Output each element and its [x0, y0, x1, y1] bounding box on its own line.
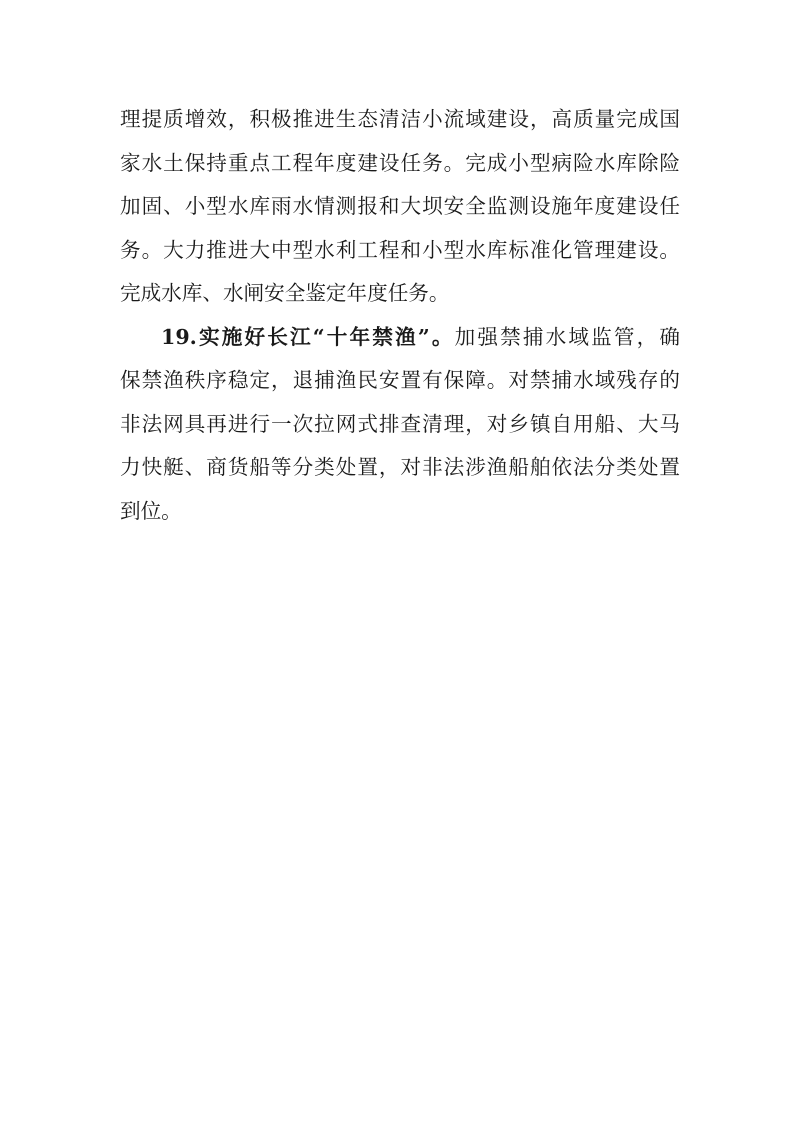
- paragraph-line: 力快艇、商货船等分类处置，对非法涉渔船舶依法分类处置: [120, 455, 680, 479]
- paragraph-line: 到位。: [120, 498, 182, 523]
- paragraph-line: 完成水库、水闸安全鉴定年度任务。: [120, 281, 450, 305]
- paragraph-line: 理提质增效，积极推进生态清洁小流域建设，高质量完成国: [120, 107, 680, 131]
- body-text: [120, 98, 680, 533]
- paragraph-first-line: [120, 316, 680, 360]
- paragraph-line: 非法网具再进行一次拉网式排查清理，对乡镇自用船、大马: [120, 411, 680, 436]
- paragraph-line-rest: 加强禁捕水域监管，确: [454, 324, 681, 349]
- paragraph-line: 加固、小型水库雨水情测报和大坝安全监测设施年度建设任: [120, 194, 680, 218]
- paragraph-line: 务。大力推进大中型水利工程和小型水库标准化管理建设。: [120, 237, 680, 262]
- paragraph-line: 保禁渔秩序稳定，退捕渔民安置有保障。对禁捕水域残存的: [120, 368, 680, 392]
- paragraph-line: 家水土保持重点工程年度建设任务。完成小型病险水库除险: [120, 150, 680, 175]
- paragraph-1: [120, 98, 680, 316]
- paragraph-2: [120, 316, 680, 534]
- section-heading: 19.实施好长江“十年禁渔”。: [161, 324, 455, 349]
